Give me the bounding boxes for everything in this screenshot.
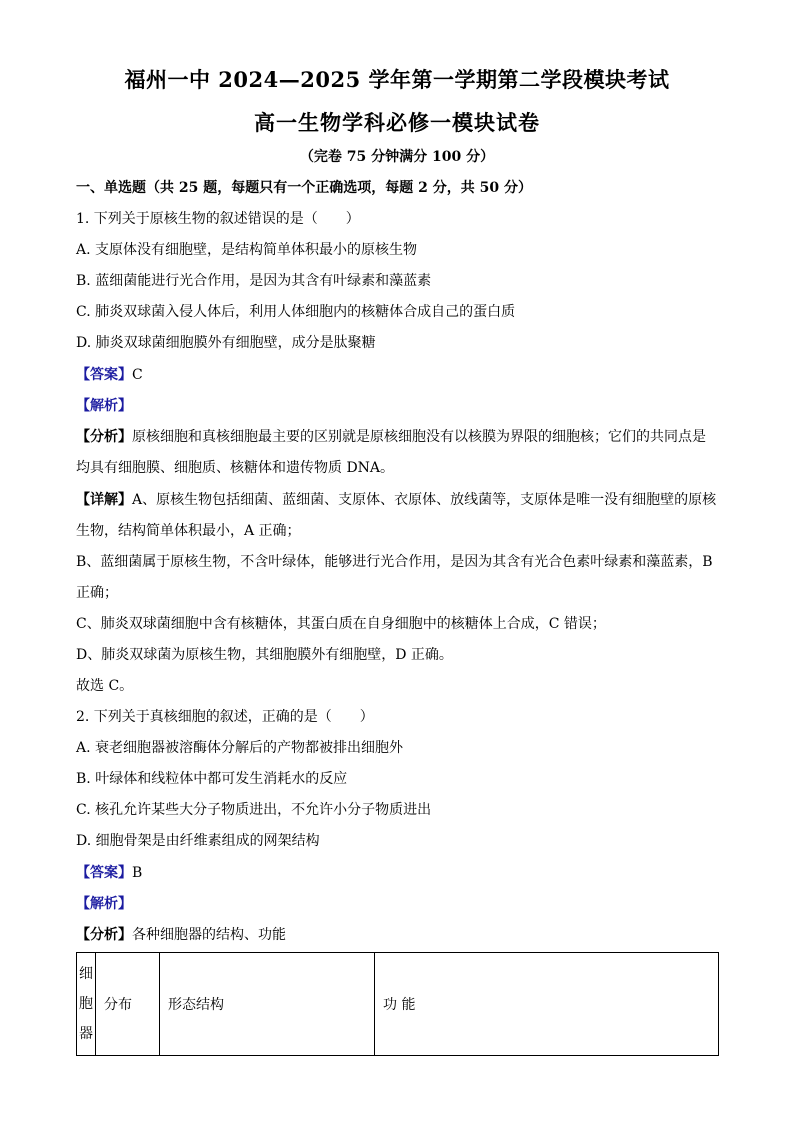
question-2-answer — [76, 864, 142, 882]
exam-subtitle-title: 高一生物学科必修一模块试卷 — [254, 110, 540, 135]
question-2-option-d: D. 细胞骨架是由纤维素组成的网架结构 — [76, 833, 320, 849]
table-header-structure: 形态结构 — [160, 953, 375, 1056]
question-1-option-c: C. 肺炎双球菌入侵人体后，利用人体细胞内的核糖体合成自己的蛋白质 — [76, 304, 516, 320]
fenxi-text: 原核细胞和真核细胞最主要的区别就是原核细胞没有以核膜为界限的细胞核；它们的共同点是 — [132, 429, 706, 445]
section-heading: 一、单选题（共 25 题，每题只有一个正确选项，每题 2 分，共 50 分） — [76, 180, 532, 196]
question-1-detail-b-line-2: 正确； — [76, 585, 118, 601]
exam-title: 福州一中 2024—2025 学年第一学期第二学段模块考试 — [124, 67, 670, 92]
detail-text: A、原核生物包括细菌、蓝细菌、支原体、衣原体、放线菌等，支原体是唯一没有细胞壁的原核 — [132, 492, 717, 508]
question-1-option-b: B. 蓝细菌能进行光合作用，是因为其含有叶绿素和藻蓝素 — [76, 273, 432, 289]
table-header-distribution: 分布 — [96, 953, 160, 1056]
analysis-tag: 【解析】 — [76, 896, 132, 912]
question-2-option-c: C. 核孔允许某些大分子物质进出，不允许小分子物质进出 — [76, 802, 432, 818]
fenxi-tag: 【分析】 — [76, 927, 132, 943]
header-char: 细 — [79, 966, 93, 982]
question-1-conclusion: 故选 C。 — [76, 678, 134, 694]
question-1-detail-b-line-1: B、蓝细菌属于原核生物，不含叶绿体，能够进行光合作用，是因为其含有光合色素叶绿素和藻蓝素，B — [76, 554, 713, 570]
answer-value: B — [132, 865, 143, 881]
question-1-answer — [76, 366, 143, 384]
question-2-option-a: A. 衰老细胞器被溶酶体分解后的产物都被排出细胞外 — [76, 740, 404, 756]
header-char: 器 — [79, 1026, 93, 1042]
answer-value: C — [132, 367, 143, 383]
question-1-detail-c: C、肺炎双球菌细胞中含有核糖体，其蛋白质在自身细胞中的核糖体上合成，C 错误； — [76, 616, 606, 632]
exam-duration-score: （完卷 75 分钟满分 100 分） — [299, 149, 495, 165]
fenxi-tag: 【分析】 — [76, 429, 132, 445]
header-char: 胞 — [79, 996, 93, 1012]
question-1-detail-d: D、肺炎双球菌为原核生物，其细胞膜外有细胞壁，D 正确。 — [76, 647, 453, 663]
question-1-fenxi-line-2: 均具有细胞膜、细胞质、核糖体和遗传物质 DNA。 — [76, 460, 395, 476]
table-header-organelle — [77, 953, 96, 1056]
answer-tag: 【答案】 — [76, 367, 132, 383]
question-1-stem: 1. 下列关于原核生物的叙述错误的是（ ） — [76, 211, 360, 227]
answer-tag: 【答案】 — [76, 865, 132, 881]
organelle-table — [76, 952, 719, 1056]
xiangjie-tag: 【详解】 — [76, 492, 132, 508]
question-1-detail-a-line-1 — [76, 491, 716, 509]
table-header-row — [77, 953, 719, 1056]
question-2-fenxi-line-1 — [76, 926, 286, 944]
question-1-option-a: A. 支原体没有细胞壁，是结构简单体积最小的原核生物 — [76, 242, 418, 258]
analysis-tag: 【解析】 — [76, 398, 132, 414]
question-2-analysis-tag — [76, 895, 132, 913]
question-2-option-b: B. 叶绿体和线粒体中都可发生消耗水的反应 — [76, 771, 348, 787]
question-1-analysis-tag — [76, 397, 132, 415]
fenxi-text: 各种细胞器的结构、功能 — [132, 927, 286, 943]
table-header-function: 功 能 — [375, 953, 719, 1056]
question-2-stem: 2. 下列关于真核细胞的叙述，正确的是（ ） — [76, 709, 374, 725]
question-1-fenxi-line-1 — [76, 428, 706, 446]
question-1-detail-a-line-2: 生物，结构简单体积最小，A 正确； — [76, 523, 301, 539]
question-1-option-d: D. 肺炎双球菌细胞膜外有细胞壁，成分是肽聚糖 — [76, 335, 376, 351]
